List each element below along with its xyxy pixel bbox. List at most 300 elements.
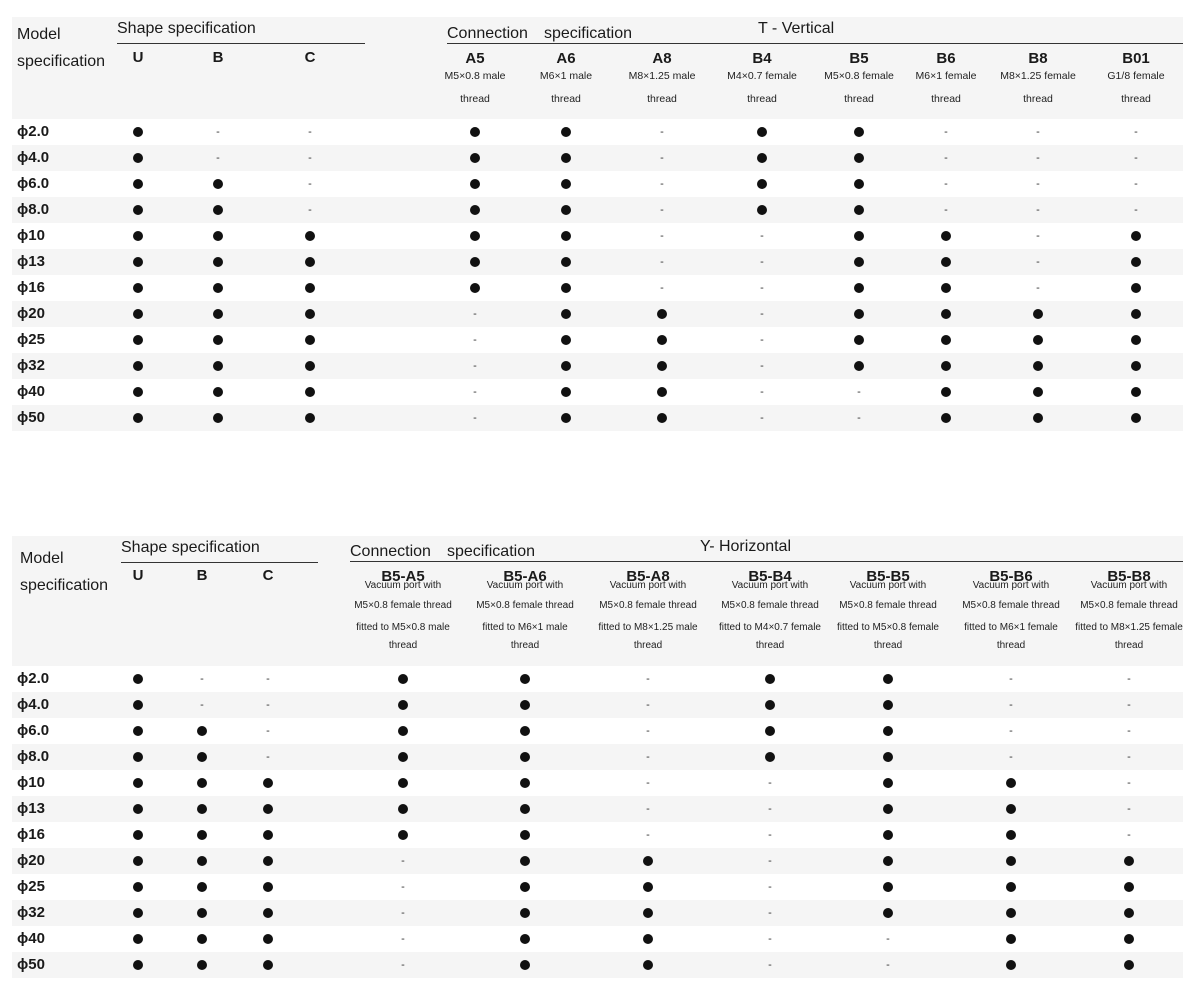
table-cell bbox=[1116, 145, 1156, 171]
available-dot bbox=[941, 361, 951, 371]
table-cell bbox=[868, 926, 908, 952]
table-cell bbox=[182, 692, 222, 718]
available-dot bbox=[197, 726, 207, 736]
table-cell bbox=[546, 405, 586, 431]
connection-col-desc: M5×0.8 female thread bbox=[354, 600, 452, 611]
available-dot bbox=[1131, 413, 1141, 423]
connection-col-desc: thread bbox=[996, 640, 1026, 651]
unavailable-dash: - bbox=[660, 178, 664, 190]
table-cell bbox=[750, 744, 790, 770]
table-cell bbox=[991, 848, 1031, 874]
unavailable-dash: - bbox=[266, 725, 270, 737]
connection-col-b01: B01 bbox=[1122, 50, 1150, 67]
available-dot bbox=[213, 413, 223, 423]
available-dot bbox=[133, 752, 143, 762]
table-cell bbox=[248, 926, 288, 952]
unavailable-dash: - bbox=[768, 777, 772, 789]
available-dot bbox=[561, 309, 571, 319]
table-cell bbox=[868, 874, 908, 900]
available-dot bbox=[263, 778, 273, 788]
available-dot bbox=[941, 231, 951, 241]
table-cell bbox=[118, 926, 158, 952]
available-dot bbox=[561, 283, 571, 293]
table-cell bbox=[455, 197, 495, 223]
table-cell bbox=[926, 379, 966, 405]
table-cell bbox=[182, 900, 222, 926]
connection-col-desc: thread bbox=[551, 93, 581, 105]
available-dot bbox=[854, 335, 864, 345]
table-cell bbox=[546, 145, 586, 171]
connection-col-desc: thread bbox=[1023, 93, 1053, 105]
unavailable-dash: - bbox=[646, 699, 650, 711]
available-dot bbox=[561, 413, 571, 423]
available-dot bbox=[520, 856, 530, 866]
available-dot bbox=[643, 934, 653, 944]
table-cell bbox=[248, 770, 288, 796]
connection-col-a5: A5 bbox=[465, 50, 485, 67]
table-cell bbox=[290, 379, 330, 405]
table-cell bbox=[182, 718, 222, 744]
available-dot bbox=[1124, 856, 1134, 866]
unavailable-dash: - bbox=[886, 933, 890, 945]
table-cell bbox=[991, 718, 1031, 744]
table-cell bbox=[750, 952, 790, 978]
available-dot bbox=[941, 283, 951, 293]
unavailable-dash: - bbox=[646, 777, 650, 789]
unavailable-dash: - bbox=[1009, 725, 1013, 737]
header-divider bbox=[447, 43, 1183, 44]
unavailable-dash: - bbox=[401, 959, 405, 971]
table-cell bbox=[248, 900, 288, 926]
connection-col-desc: thread bbox=[755, 640, 785, 651]
table-cell bbox=[455, 119, 495, 145]
row-label: ϕ16 bbox=[17, 826, 45, 843]
table-row bbox=[12, 275, 1183, 301]
connection-col-b5-b5: B5-B5 bbox=[866, 568, 910, 585]
available-dot bbox=[941, 413, 951, 423]
table-cell bbox=[750, 822, 790, 848]
table-cell bbox=[118, 223, 158, 249]
table-cell bbox=[546, 275, 586, 301]
unavailable-dash: - bbox=[473, 308, 477, 320]
unavailable-dash: - bbox=[944, 178, 948, 190]
available-dot bbox=[1006, 908, 1016, 918]
connection-col-desc: fitted to M5×0.8 female bbox=[836, 622, 939, 633]
available-dot bbox=[561, 335, 571, 345]
table-cell bbox=[868, 692, 908, 718]
connection-col-desc: fitted to M4×0.7 female bbox=[718, 622, 821, 633]
available-dot bbox=[470, 153, 480, 163]
unavailable-dash: - bbox=[646, 751, 650, 763]
connection-col-a6: A6 bbox=[556, 50, 576, 67]
table-cell bbox=[742, 275, 782, 301]
table-cell bbox=[1018, 171, 1058, 197]
available-dot bbox=[883, 830, 893, 840]
table-cell bbox=[290, 275, 330, 301]
table-cell bbox=[546, 249, 586, 275]
table-cell bbox=[198, 353, 238, 379]
connection-col-desc: fitted to M5×0.8 male bbox=[356, 622, 450, 633]
table-cell bbox=[118, 353, 158, 379]
table-cell bbox=[546, 301, 586, 327]
table-cell bbox=[750, 692, 790, 718]
unavailable-dash: - bbox=[1036, 282, 1040, 294]
table-cell bbox=[642, 249, 682, 275]
table-cell bbox=[118, 379, 158, 405]
table-cell bbox=[839, 197, 879, 223]
available-dot bbox=[520, 778, 530, 788]
unavailable-dash: - bbox=[1134, 126, 1138, 138]
connection-col-desc: M5×0.8 female thread bbox=[599, 600, 697, 611]
unavailable-dash: - bbox=[660, 256, 664, 268]
table-cell bbox=[868, 770, 908, 796]
table-cell bbox=[118, 249, 158, 275]
table-cell bbox=[182, 822, 222, 848]
table-cell bbox=[926, 197, 966, 223]
available-dot bbox=[643, 908, 653, 918]
available-dot bbox=[643, 856, 653, 866]
unavailable-dash: - bbox=[308, 178, 312, 190]
table-cell bbox=[182, 848, 222, 874]
unavailable-dash: - bbox=[944, 126, 948, 138]
table-cell bbox=[1116, 119, 1156, 145]
available-dot bbox=[561, 231, 571, 241]
available-dot bbox=[561, 387, 571, 397]
available-dot bbox=[520, 908, 530, 918]
unavailable-dash: - bbox=[266, 751, 270, 763]
table-cell bbox=[455, 327, 495, 353]
table-cell bbox=[839, 119, 879, 145]
table-cell bbox=[1116, 223, 1156, 249]
table-cell bbox=[1109, 926, 1149, 952]
table-cell bbox=[991, 952, 1031, 978]
table-cell bbox=[839, 171, 879, 197]
connection-col-desc: M5×0.8 female bbox=[824, 70, 894, 82]
table-cell bbox=[1018, 223, 1058, 249]
available-dot bbox=[1131, 309, 1141, 319]
table-row bbox=[12, 770, 1183, 796]
table-cell bbox=[118, 145, 158, 171]
connection-col-b5: B5 bbox=[849, 50, 869, 67]
table-cell bbox=[991, 822, 1031, 848]
available-dot bbox=[657, 387, 667, 397]
table-cell bbox=[628, 718, 668, 744]
unavailable-dash: - bbox=[768, 959, 772, 971]
table-cell bbox=[742, 327, 782, 353]
table-cell bbox=[750, 900, 790, 926]
unavailable-dash: - bbox=[216, 126, 220, 138]
table-cell bbox=[839, 405, 879, 431]
table-cell bbox=[839, 301, 879, 327]
available-dot bbox=[561, 257, 571, 267]
unavailable-dash: - bbox=[1134, 178, 1138, 190]
table-cell bbox=[455, 379, 495, 405]
unavailable-dash: - bbox=[660, 282, 664, 294]
table-cell bbox=[991, 900, 1031, 926]
available-dot bbox=[854, 179, 864, 189]
connection-col-desc: Vacuum port with bbox=[972, 580, 1050, 591]
unavailable-dash: - bbox=[266, 673, 270, 685]
unavailable-dash: - bbox=[266, 699, 270, 711]
table-cell bbox=[290, 119, 330, 145]
table-cell bbox=[248, 692, 288, 718]
available-dot bbox=[213, 205, 223, 215]
available-dot bbox=[133, 726, 143, 736]
table-cell bbox=[926, 275, 966, 301]
table-cell bbox=[383, 796, 423, 822]
available-dot bbox=[398, 778, 408, 788]
available-dot bbox=[941, 257, 951, 267]
table-row bbox=[12, 900, 1183, 926]
available-dot bbox=[133, 309, 143, 319]
table-cell bbox=[198, 327, 238, 353]
available-dot bbox=[520, 960, 530, 970]
unavailable-dash: - bbox=[760, 282, 764, 294]
connection-col-desc: Vacuum port with bbox=[1090, 580, 1168, 591]
unavailable-dash: - bbox=[401, 907, 405, 919]
table-cell bbox=[118, 692, 158, 718]
table-cell bbox=[1116, 353, 1156, 379]
table-row bbox=[12, 718, 1183, 744]
available-dot bbox=[398, 674, 408, 684]
connection-col-desc: M5×0.8 female thread bbox=[839, 600, 937, 611]
available-dot bbox=[197, 908, 207, 918]
table-cell bbox=[1018, 197, 1058, 223]
table-cell bbox=[248, 822, 288, 848]
table-cell bbox=[182, 744, 222, 770]
table-cell bbox=[118, 796, 158, 822]
available-dot bbox=[1131, 387, 1141, 397]
table-cell bbox=[383, 744, 423, 770]
table-row bbox=[12, 405, 1183, 431]
unavailable-dash: - bbox=[401, 881, 405, 893]
table-cell bbox=[546, 197, 586, 223]
table-row bbox=[12, 744, 1183, 770]
available-dot bbox=[197, 778, 207, 788]
table-cell bbox=[383, 692, 423, 718]
table-cell bbox=[1018, 275, 1058, 301]
available-dot bbox=[883, 882, 893, 892]
available-dot bbox=[133, 934, 143, 944]
available-dot bbox=[133, 387, 143, 397]
table-cell bbox=[839, 379, 879, 405]
available-dot bbox=[1131, 257, 1141, 267]
available-dot bbox=[305, 335, 315, 345]
available-dot bbox=[133, 908, 143, 918]
table-cell bbox=[839, 249, 879, 275]
table-cell bbox=[642, 379, 682, 405]
row-label: ϕ13 bbox=[17, 800, 45, 817]
table-cell bbox=[1109, 692, 1149, 718]
table-cell bbox=[1116, 171, 1156, 197]
unavailable-dash: - bbox=[473, 386, 477, 398]
table-cell bbox=[546, 379, 586, 405]
table-cell bbox=[182, 874, 222, 900]
unavailable-dash: - bbox=[646, 803, 650, 815]
unavailable-dash: - bbox=[1036, 152, 1040, 164]
table-cell bbox=[642, 119, 682, 145]
available-dot bbox=[263, 960, 273, 970]
available-dot bbox=[520, 726, 530, 736]
row-label: ϕ16 bbox=[17, 279, 45, 296]
available-dot bbox=[765, 726, 775, 736]
table-cell bbox=[1018, 119, 1058, 145]
table-row bbox=[12, 796, 1183, 822]
available-dot bbox=[854, 127, 864, 137]
row-label: ϕ40 bbox=[17, 383, 45, 400]
available-dot bbox=[133, 856, 143, 866]
shape-col-C: C bbox=[262, 567, 274, 584]
available-dot bbox=[1006, 830, 1016, 840]
unavailable-dash: - bbox=[760, 230, 764, 242]
table-cell bbox=[926, 249, 966, 275]
available-dot bbox=[213, 283, 223, 293]
table-cell bbox=[248, 666, 288, 692]
table-cell bbox=[628, 692, 668, 718]
connection-col-desc: M5×0.8 female thread bbox=[962, 600, 1060, 611]
available-dot bbox=[1033, 361, 1043, 371]
available-dot bbox=[561, 361, 571, 371]
table-cell bbox=[868, 900, 908, 926]
available-dot bbox=[643, 882, 653, 892]
table-cell bbox=[198, 405, 238, 431]
available-dot bbox=[398, 726, 408, 736]
table-cell bbox=[182, 666, 222, 692]
table-cell bbox=[1109, 848, 1149, 874]
available-dot bbox=[197, 934, 207, 944]
available-dot bbox=[470, 205, 480, 215]
table-cell bbox=[290, 171, 330, 197]
row-label: ϕ2.0 bbox=[17, 123, 50, 140]
unavailable-dash: - bbox=[660, 126, 664, 138]
unavailable-dash: - bbox=[768, 803, 772, 815]
table-cell bbox=[1109, 952, 1149, 978]
connection-col-desc: M4×0.7 female bbox=[727, 70, 797, 82]
row-label: ϕ40 bbox=[17, 930, 45, 947]
table-cell bbox=[118, 119, 158, 145]
connection-col-desc: M5×0.8 female thread bbox=[476, 600, 574, 611]
shape-col-B: B bbox=[196, 567, 208, 584]
available-dot bbox=[1033, 387, 1043, 397]
connection-col-b5-b8: B5-B8 bbox=[1107, 568, 1151, 585]
table-cell bbox=[926, 353, 966, 379]
table-cell bbox=[839, 327, 879, 353]
connection-col-desc: fitted to M8×1.25 female bbox=[1075, 622, 1183, 633]
table-cell bbox=[1116, 327, 1156, 353]
unavailable-dash: - bbox=[768, 855, 772, 867]
available-dot bbox=[854, 231, 864, 241]
table-cell bbox=[742, 197, 782, 223]
table-cell bbox=[628, 770, 668, 796]
row-label: ϕ25 bbox=[17, 331, 45, 348]
connection-col-b5-b6: B5-B6 bbox=[989, 568, 1033, 585]
table-cell bbox=[182, 926, 222, 952]
table-cell bbox=[198, 223, 238, 249]
available-dot bbox=[520, 700, 530, 710]
header-divider bbox=[121, 562, 318, 563]
available-dot bbox=[133, 960, 143, 970]
table-cell bbox=[290, 301, 330, 327]
available-dot bbox=[765, 674, 775, 684]
table-row bbox=[12, 952, 1183, 978]
connection-col-desc: M6×1 male bbox=[539, 70, 593, 82]
available-dot bbox=[197, 830, 207, 840]
available-dot bbox=[213, 361, 223, 371]
table-row bbox=[12, 327, 1183, 353]
available-dot bbox=[305, 231, 315, 241]
table-cell bbox=[1018, 353, 1058, 379]
available-dot bbox=[854, 257, 864, 267]
header-divider bbox=[117, 43, 365, 44]
table-cell bbox=[839, 145, 879, 171]
table-cell bbox=[642, 353, 682, 379]
available-dot bbox=[263, 830, 273, 840]
table-cell bbox=[455, 249, 495, 275]
table-row bbox=[12, 874, 1183, 900]
available-dot bbox=[561, 205, 571, 215]
table-cell bbox=[118, 197, 158, 223]
available-dot bbox=[133, 674, 143, 684]
table-cell bbox=[750, 926, 790, 952]
unavailable-dash: - bbox=[1127, 803, 1131, 815]
connection-col-b5-a6: B5-A6 bbox=[503, 568, 547, 585]
available-dot bbox=[854, 283, 864, 293]
table-cell bbox=[118, 744, 158, 770]
table-cell bbox=[118, 171, 158, 197]
table-cell bbox=[628, 926, 668, 952]
row-label: ϕ50 bbox=[17, 409, 45, 426]
available-dot bbox=[133, 700, 143, 710]
table-cell bbox=[991, 692, 1031, 718]
table-cell bbox=[198, 249, 238, 275]
table-cell bbox=[628, 952, 668, 978]
available-dot bbox=[197, 960, 207, 970]
available-dot bbox=[197, 856, 207, 866]
available-dot bbox=[854, 361, 864, 371]
table-cell bbox=[248, 848, 288, 874]
available-dot bbox=[854, 205, 864, 215]
available-dot bbox=[1006, 778, 1016, 788]
model-label: specification bbox=[20, 577, 109, 594]
available-dot bbox=[263, 934, 273, 944]
table-cell bbox=[198, 119, 238, 145]
unavailable-dash: - bbox=[216, 152, 220, 164]
table-cell bbox=[290, 197, 330, 223]
connection-col-desc: M5×0.8 female thread bbox=[721, 600, 819, 611]
available-dot bbox=[305, 361, 315, 371]
connection-col-desc: thread bbox=[1114, 640, 1144, 651]
table-cell bbox=[926, 301, 966, 327]
connection-col-desc: thread bbox=[1121, 93, 1151, 105]
row-label: ϕ4.0 bbox=[17, 696, 50, 713]
table-cell bbox=[383, 900, 423, 926]
available-dot bbox=[263, 856, 273, 866]
table-cell bbox=[642, 275, 682, 301]
unavailable-dash: - bbox=[1009, 751, 1013, 763]
available-dot bbox=[133, 778, 143, 788]
available-dot bbox=[133, 205, 143, 215]
table-cell bbox=[383, 718, 423, 744]
connection-col-desc: M5×0.8 male bbox=[444, 70, 506, 82]
table-cell bbox=[868, 796, 908, 822]
available-dot bbox=[470, 127, 480, 137]
table-cell bbox=[118, 301, 158, 327]
available-dot bbox=[854, 309, 864, 319]
table-cell bbox=[642, 197, 682, 223]
available-dot bbox=[133, 413, 143, 423]
spec-table-horizontal bbox=[12, 536, 1183, 979]
available-dot bbox=[398, 752, 408, 762]
